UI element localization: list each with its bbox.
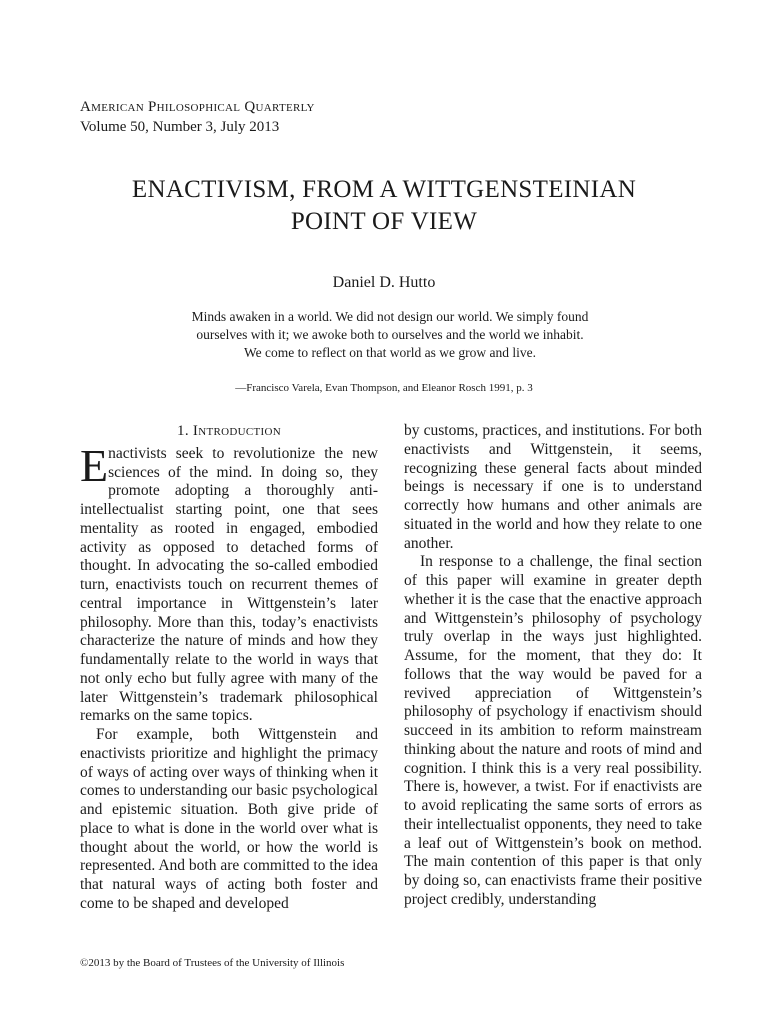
paragraph-1-text: nactivists seek to revolutionize the new sciences of the mind. In doing so, they promote adopting a thoroughly anti-intellectualist starting point, one that sees mentality as rooted in engaged, embodied activity as opposed to detached forms of thought. In advocating the so-called embodied turn, enactivists touch on recurrent themes of central importance in Wittgenstein’s later philosophy. More than this, today’s enactivists characterize the nature of minds and how they fundamentally relate to the world in ways that not only echo but fully agree with many of the later Wittgenstein’s trademark philosophical remarks on the same topics. xyxy=(80,444,378,725)
epigraph-quote: Minds awaken in a world. We did not design our world. We simply found ourselves with it; we awoke both to ourselves and the world we inhabit. We come to reflect on that world as we grow and live. xyxy=(191,309,589,360)
article-author: Daniel D. Hutto xyxy=(332,274,436,291)
title-line-2: POINT OF VIEW xyxy=(290,208,478,235)
column-left xyxy=(80,422,378,914)
journal-header xyxy=(80,97,315,137)
journal-issue: Volume 50, Number 3, July 2013 xyxy=(80,119,280,135)
paragraph-1 xyxy=(80,439,378,726)
paragraph-2-continued: by customs, practices, and institutions. For both enactivists and Wittgenstein, it seems, recognizing these general facts about minded beings is necessary if one is to understand correctly how humans and other animals are situated in the world and how they relate to one another. xyxy=(404,422,702,552)
copyright-notice: ©2013 by the Board of Trustees of the University of Illinois xyxy=(80,957,345,969)
article-title xyxy=(0,174,768,238)
epigraph-source: —Francisco Varela, Evan Thompson, and Eleanor Rosch 1991, p. 3 xyxy=(235,382,533,394)
title-line-1: ENACTIVISM, FROM A WITTGENSTEINIAN xyxy=(131,176,637,203)
paragraph-3: In response to a challenge, the final section of this paper will examine in greater depth whether it is the case that the enactive approach and Wittgenstein’s philosophy of psychology truly overlap in the ways just highlighted. Assume, for the moment, that they do: It follows that the way would be paved for a revived appreciation of Wittgenstein’s philosophy of psychology if enactivism should succeed in its ambition to reform mainstream thinking about the nature and roots of mind and cognition. I think this is a very real possibility. There is, however, a twist. For if enactivists are to avoid replicating the same sorts of errors as their intellectualist opponents, they need to take a leaf out of Wittgenstein’s book on method. The main contention of this paper is that only by doing so, can enactivists frame their positive project credibly, understanding xyxy=(404,553,702,908)
paragraph-2: For example, both Wittgenstein and enactivists prioritize and highlight the primacy of ways of acting over ways of thinking when it comes to understanding our basic psychological and epistemic situation. Both give pride of place to what is done in the world over what is thought about the world, or how the world is represented. And both are committed to the idea that natural ways of acting both foster and come to be shaped and developed xyxy=(80,726,378,912)
section-heading: 1. Introduction xyxy=(177,423,281,439)
journal-name: American Philosophical Quarterly xyxy=(80,99,315,115)
column-right xyxy=(404,422,702,910)
drop-cap: E xyxy=(80,439,109,491)
